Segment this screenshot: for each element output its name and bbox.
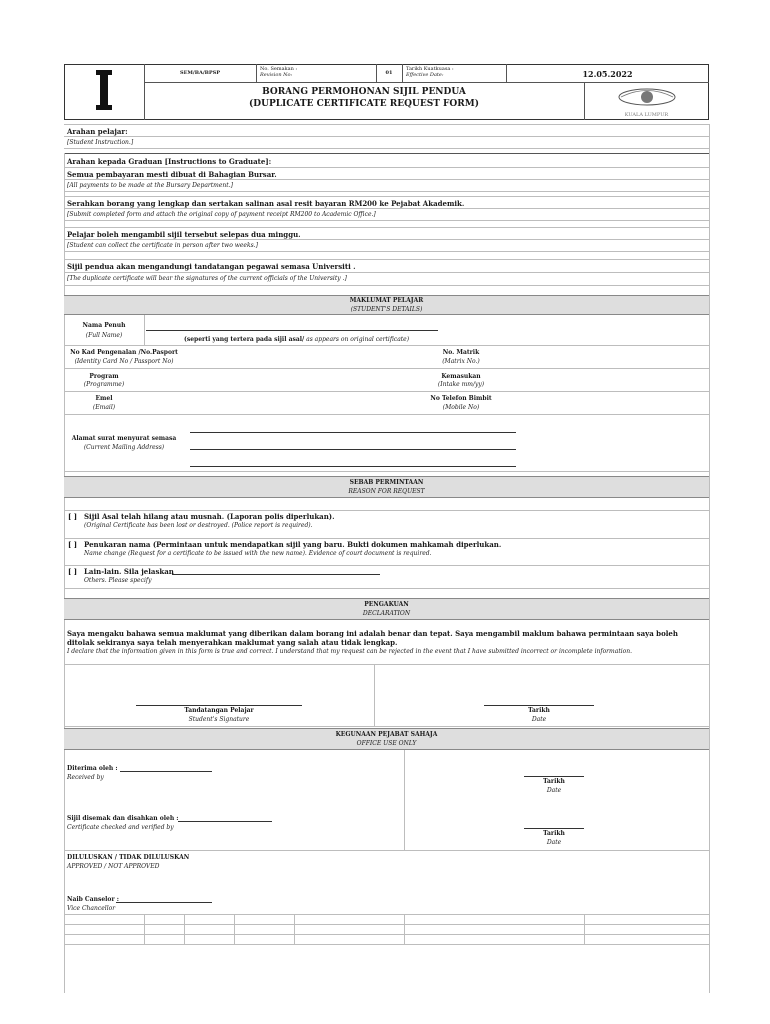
form-title: BORANG PERMOHONAN SIJIL PENDUA (DUPLICATE CERTIFICATE REQUEST FORM) [249, 87, 479, 109]
mobile-label-en: (Mobile No) [442, 404, 480, 411]
reason-1-checkbox[interactable]: [ ] [68, 512, 78, 521]
effective-label: Tarikh Kuatkuasa : Effective Date: [406, 66, 454, 78]
address-line-1[interactable] [190, 432, 516, 433]
reason-3-checkbox[interactable]: [ ] [68, 567, 78, 576]
reason-2-checkbox[interactable]: [ ] [68, 540, 78, 549]
declaration-date-label: Tarikh [528, 707, 550, 714]
university-logo-mark [96, 70, 112, 110]
student-signature-label-en: Student's Signature [188, 716, 250, 723]
declaration-heading: PENGAKUAN [364, 601, 409, 608]
form-code: SEM/BA/BPSP [179, 70, 221, 76]
reason-heading: SEBAB PERMINTAAN [349, 479, 424, 486]
university-logo [584, 82, 709, 120]
revision-label: No. Semakan : Revision No: [260, 66, 298, 78]
received-date-label-en: Date [546, 787, 562, 794]
student-signature-field[interactable] [136, 705, 302, 706]
instruction-1-en: [All payments to be made at the Bursary Department.] [67, 182, 233, 189]
checked-date-field[interactable] [524, 828, 584, 829]
student-signature-label: Tandatangan Pelajar [184, 707, 254, 714]
address-label: Alamat surat menyurat semasa [71, 435, 177, 442]
approval-label: DILULUSKAN / TIDAK DILULUSKAN [67, 854, 190, 861]
full-name-field[interactable] [146, 330, 438, 331]
checked-date-label-en: Date [546, 839, 562, 846]
vc-signature-field[interactable] [116, 902, 212, 903]
email-label-en: (Email) [92, 404, 116, 411]
approval-label-en: APPROVED / NOT APPROVED [67, 863, 160, 870]
matrix-label: No. Matrik [442, 349, 480, 356]
reason-2-label: Penukaran nama (Permintaan untuk mendapatkan sijil yang baru. Bukti dokumen mahkamah diperlukan. [84, 540, 502, 549]
office-heading-en: OFFICE USE ONLY [356, 740, 417, 747]
declaration-date-label-en: Date [531, 716, 547, 723]
office-heading: KEGUNAAN PEJABAT SAHAJA [335, 731, 438, 738]
declaration-date-field[interactable] [484, 705, 594, 706]
effective-date: 12.05.2022 [582, 69, 633, 79]
full-name-label: Nama Penuh [82, 322, 126, 329]
full-name-label-en: (Full Name) [85, 332, 123, 339]
received-by-label-en: Received by [67, 774, 104, 781]
reason-1-label: Sijil Asal telah hilang atau musnah. (Laporan polis diperlukan). [84, 512, 335, 521]
programme-label: Program [89, 373, 119, 380]
checked-by-label-en: Certificate checked and verified by [67, 824, 174, 831]
crest-icon [617, 86, 677, 108]
form-page [64, 64, 709, 954]
received-date-label: Tarikh [543, 778, 565, 785]
student-instruction-label-en: [Student Instruction.] [67, 139, 134, 146]
ic-label: No Kad Pengenalan /No.Pasport [70, 349, 178, 356]
student-details-heading: MAKLUMAT PELAJAR [349, 297, 424, 304]
logo-caption: KUALA LUMPUR [624, 112, 669, 118]
reason-3-label-en: Others. Please specify [84, 577, 152, 584]
instruction-4: Sijil pendua akan mengandungi tandatangan pegawai semasa Universiti . [67, 262, 356, 271]
intake-label: Kemasukan [441, 373, 481, 380]
checked-by-label: Sijil disemak dan disahkan oleh : [67, 815, 179, 822]
received-date-field[interactable] [524, 776, 584, 777]
received-by-label: Diterima oleh : [67, 765, 118, 772]
student-instruction-label: Arahan pelajar: [67, 127, 128, 136]
address-line-3[interactable] [190, 466, 516, 467]
vc-label: Naib Canselor : [67, 896, 119, 903]
revision-value: 01 [385, 70, 393, 76]
received-by-field[interactable] [120, 771, 212, 772]
graduate-instructions-heading: Arahan kepada Graduan [Instructions to Graduate]: [67, 157, 272, 166]
reason-2-label-en: Name change (Request for a certificate to be issued with the new name). Evidence of court document is required. [84, 550, 432, 557]
vc-label-en: Vice Chancellor [67, 905, 116, 912]
instruction-2: Serahkan borang yang lengkap dan sertakan salinan asal resit bayaran RM200 ke Pejabat Akademik. [67, 199, 465, 208]
instruction-3: Pelajar boleh mengambil sijil tersebut selepas dua minggu. [67, 230, 301, 239]
instruction-3-en: [Student can collect the certificate in person after two weeks.] [67, 242, 258, 249]
reason-1-label-en: (Original Certificate has been lost or destroyed. (Police report is required). [84, 522, 313, 529]
student-details-heading-en: (STUDENT'S DETAILS) [350, 306, 423, 313]
checked-date-label: Tarikh [543, 830, 565, 837]
reason-3-label: Lain-lain. Sila jelaskan [84, 567, 174, 576]
instruction-4-en: [The duplicate certificate will bear the signatures of the current officials of the University .] [67, 275, 347, 282]
declaration-text: Saya mengaku bahawa semua maklumat yang diberikan dalam borang ini adalah benar dan tepat. Saya mengambil maklum bahawa permintaan saya boleh ditolak sekiranya saya telah menyerahkan maklumat yang salah atau tidak lengkap. [67, 629, 678, 647]
address-label-en: (Current Mailing Address) [83, 444, 165, 451]
ic-label-en: (Identity Card No / Passport No) [74, 358, 174, 365]
mobile-label: No Telefon Bimbit [430, 395, 492, 402]
intake-label-en: (Intake mm/yy) [437, 381, 485, 388]
declaration-heading-en: DECLARATION [362, 610, 411, 617]
full-name-note: (seperti yang tertera pada sijil asal/ as appears on original certificate) [184, 336, 410, 343]
email-label: Emel [95, 395, 113, 402]
programme-label-en: (Programme) [83, 381, 125, 388]
declaration-text-en: I declare that the information given in this form is true and correct. I understand that my request can be rejected in the event that I have submitted incorrect or incomplete information. [67, 648, 633, 655]
reason-other-field[interactable] [172, 574, 380, 575]
matrix-label-en: (Matrix No.) [442, 358, 480, 365]
instruction-2-en: [Submit completed form and attach the original copy of payment receipt RM200 to Academic Office.] [67, 211, 376, 218]
address-line-2[interactable] [190, 449, 516, 450]
reason-heading-en: REASON FOR REQUEST [348, 488, 425, 495]
checked-by-field[interactable] [178, 821, 272, 822]
instruction-1: Semua pembayaran mesti dibuat di Bahagian Bursar. [67, 170, 277, 179]
